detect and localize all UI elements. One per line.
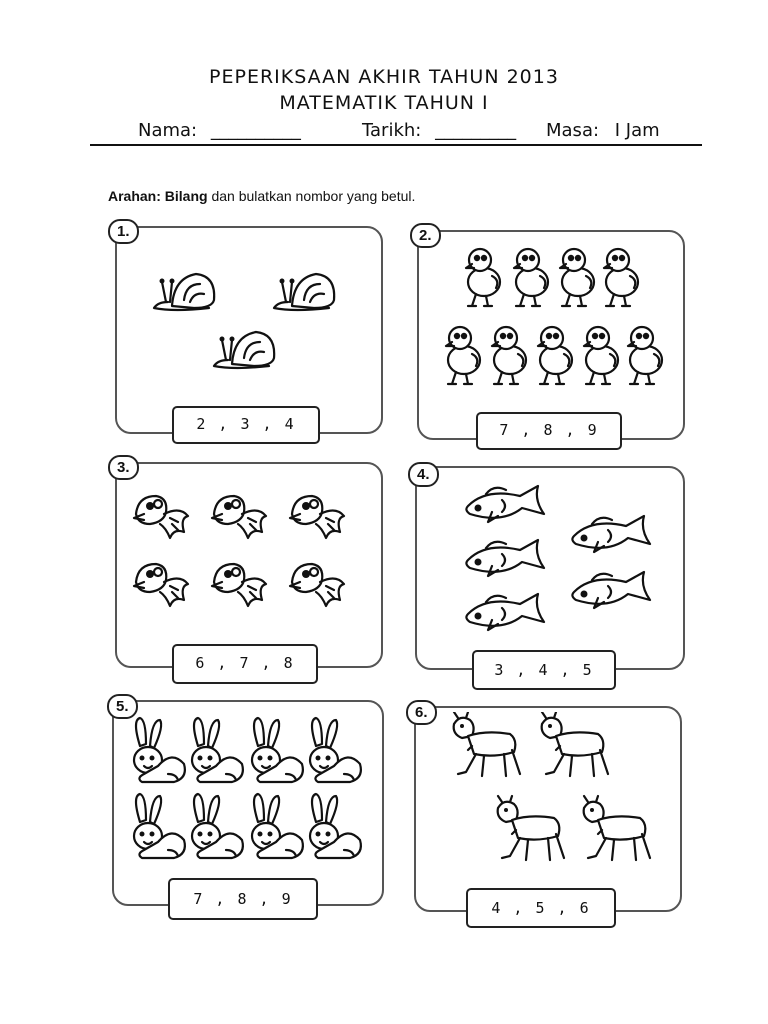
exam-subtitle: MATEMATIK TAHUN I	[279, 92, 489, 114]
bird-icon	[130, 488, 366, 618]
question-number-1: 1.	[108, 219, 139, 244]
fish-icon	[456, 476, 670, 642]
question-number-6: 6.	[406, 700, 437, 725]
date-label: Tarikh:	[362, 120, 422, 141]
date-blank: _________	[435, 120, 517, 141]
question-number-5: 5.	[107, 694, 138, 719]
snail-icon	[150, 262, 360, 382]
time-value: I Jam	[614, 120, 660, 141]
exam-title: PEPERIKSAAN AKHIR TAHUN 2013	[209, 66, 559, 88]
time-field	[546, 120, 660, 141]
question-number-4: 4.	[408, 462, 439, 487]
rabbit-icon	[126, 712, 372, 868]
instruction-text: dan bulatkan nombor yang betul.	[211, 188, 416, 204]
answer-choices-3[interactable]: 6 , 7 , 8	[172, 644, 318, 684]
answer-choices-6[interactable]: 4 , 5 , 6	[466, 888, 616, 928]
header-divider	[90, 144, 702, 146]
name-label: Nama:	[138, 120, 198, 141]
instruction	[108, 188, 415, 204]
answer-choices-1[interactable]: 2 , 3 , 4	[172, 406, 320, 444]
chick-icon	[440, 240, 672, 400]
question-number-2: 2.	[410, 223, 441, 248]
time-label: Masa:	[546, 120, 600, 141]
question-number-3: 3.	[108, 455, 139, 480]
answer-choices-4[interactable]: 3 , 4 , 5	[472, 650, 616, 690]
answer-choices-2[interactable]: 7 , 8 , 9	[476, 412, 622, 450]
answer-choices-5[interactable]: 7 , 8 , 9	[168, 878, 318, 920]
instruction-lead: Arahan:	[108, 188, 161, 204]
name-blank: __________	[210, 120, 301, 141]
instruction-verb: Bilang	[164, 188, 208, 204]
goat-icon	[440, 712, 672, 872]
name-field	[138, 120, 301, 141]
date-field	[362, 120, 516, 141]
